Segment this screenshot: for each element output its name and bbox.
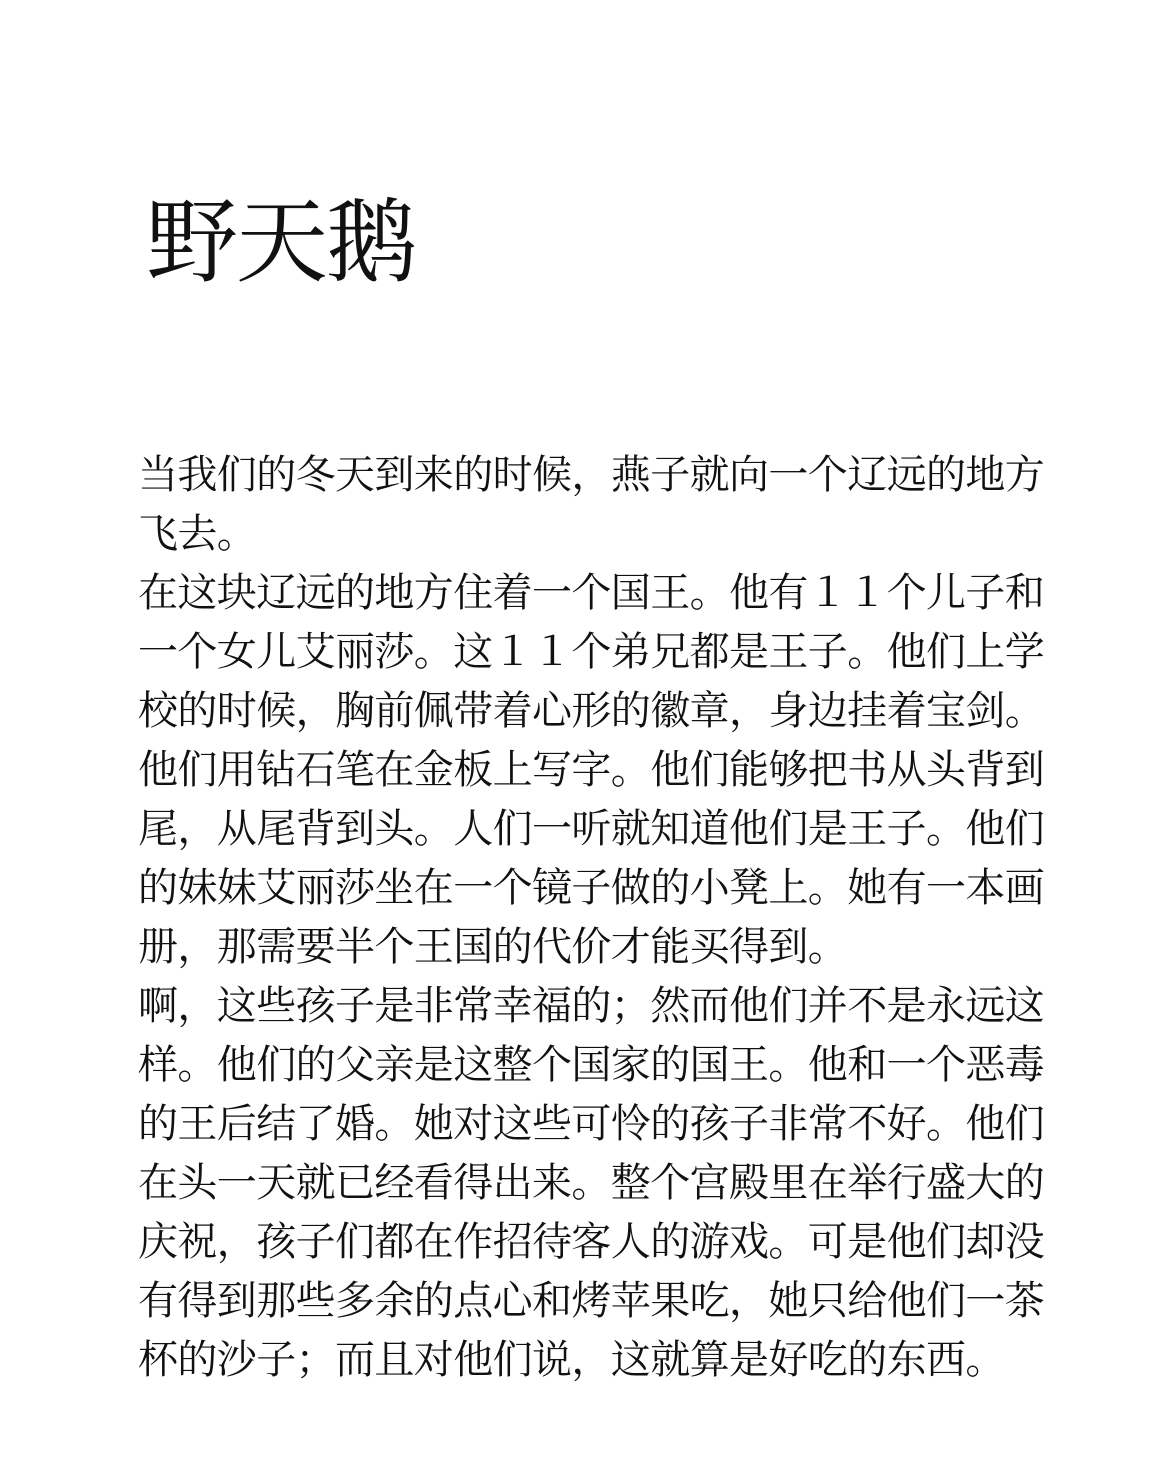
paragraph-line: 在头一天就已经看得出来。整个宫殿里在举行盛大的	[138, 1160, 1045, 1206]
paragraph-line: 样。他们的父亲是这整个国家的国王。他和一个恶毒	[138, 1042, 1045, 1088]
paragraph-line: 有得到那些多余的点心和烤苹果吃，她只给他们一茶	[138, 1278, 1045, 1324]
paragraph-line: 庆祝，孩子们都在作招待客人的游戏。可是他们却没	[138, 1219, 1045, 1265]
paragraph-1	[138, 446, 1045, 977]
paragraph-line: 他们用钻石笔在金板上写字。他们能够把书从头背到	[138, 747, 1045, 793]
paragraph-line: 当我们的冬天到来的时候，燕子就向一个辽远的地方	[138, 452, 1045, 498]
paragraph-line: 校的时候，胸前佩带着心形的徽章，身边挂着宝剑。	[138, 688, 1045, 734]
paragraph-line: 飞去。	[138, 511, 257, 557]
paragraph-line: 在这块辽远的地方住着一个国王。他有１１个儿子和	[138, 570, 1045, 616]
paragraph-line: 尾，从尾背到头。人们一听就知道他们是王子。他们	[138, 806, 1045, 852]
paragraph-line: 册，那需要半个王国的代价才能买得到。	[138, 924, 848, 970]
paragraph-line: 的妹妹艾丽莎坐在一个镜子做的小凳上。她有一本画	[138, 865, 1045, 911]
document-title: 野天鹅	[146, 189, 417, 296]
paragraph-2	[138, 977, 1045, 1390]
paragraph-line: 啊，这些孩子是非常幸福的；然而他们并不是永远这	[138, 983, 1045, 1029]
paragraph-line: 的王后结了婚。她对这些可怜的孩子非常不好。他们	[138, 1101, 1045, 1147]
paragraph-line: 杯的沙子；而且对他们说，这就算是好吃的东西。	[138, 1337, 1005, 1383]
paragraph-line: 一个女儿艾丽莎。这１１个弟兄都是王子。他们上学	[138, 629, 1045, 675]
